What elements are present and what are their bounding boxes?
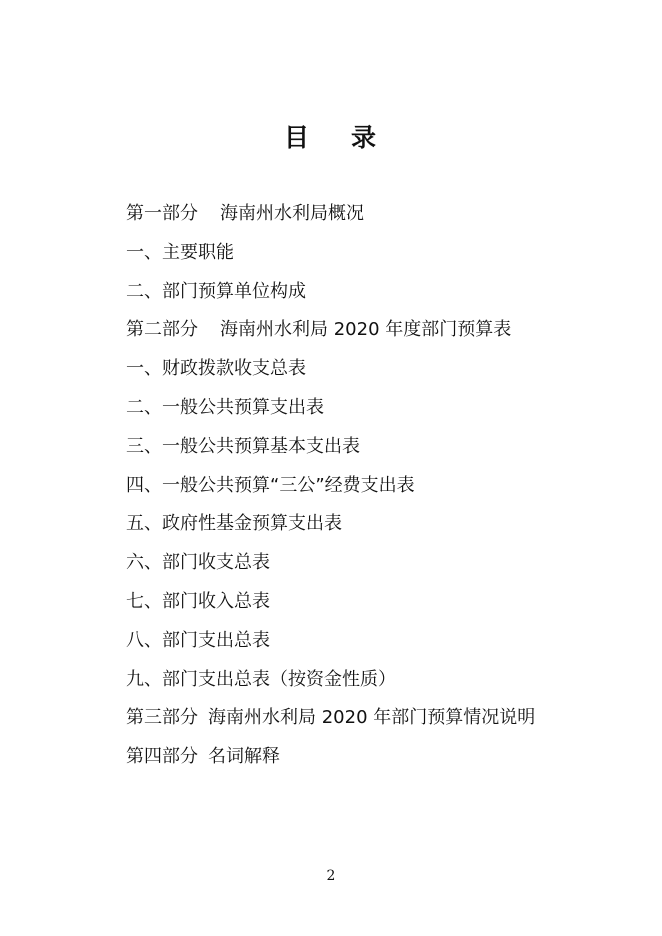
toc-item: 四、一般公共预算“三公”经费支出表: [126, 474, 415, 496]
title-char-2: 录: [351, 123, 379, 152]
toc-part-label: 第三部分: [126, 707, 198, 729]
toc-part-label: 第四部分: [126, 746, 198, 768]
toc-item: 九、部门支出总表（按资金性质）: [126, 668, 396, 690]
toc-item: 一、主要职能: [126, 241, 234, 263]
toc-item: 七、部门收入总表: [126, 590, 270, 612]
toc-part-text: 海南州水利局 2020 年度部门预算表: [220, 319, 512, 341]
toc-item: 六、部门收支总表: [126, 552, 270, 574]
toc-part-text: 海南州水利局 2020 年部门预算情况说明: [208, 707, 536, 729]
toc-part-4: [126, 742, 535, 781]
page-number: 2: [326, 868, 336, 884]
toc-item: 二、一般公共预算支出表: [126, 396, 324, 418]
toc-part-label: 第一部分: [126, 203, 198, 224]
toc-item: 二、部门预算单位构成: [126, 280, 306, 302]
toc-item: 八、部门支出总表: [126, 629, 270, 651]
toc-item: 一、财政拨款收支总表: [126, 358, 306, 380]
toc-part-text: 名词解释: [208, 746, 280, 768]
toc-part-1: [126, 199, 535, 238]
toc-part-label: 第二部分: [126, 319, 198, 341]
table-of-contents: [126, 199, 535, 781]
toc-item: 三、一般公共预算基本支出表: [126, 435, 360, 457]
toc-part-text: 海南州水利局概况: [220, 203, 364, 224]
toc-part-3: [126, 703, 535, 742]
toc-item: 五、政府性基金预算支出表: [126, 513, 342, 535]
toc-part-2: [126, 315, 535, 354]
title-char-1: 目: [283, 123, 311, 152]
page-title: [0, 118, 662, 154]
